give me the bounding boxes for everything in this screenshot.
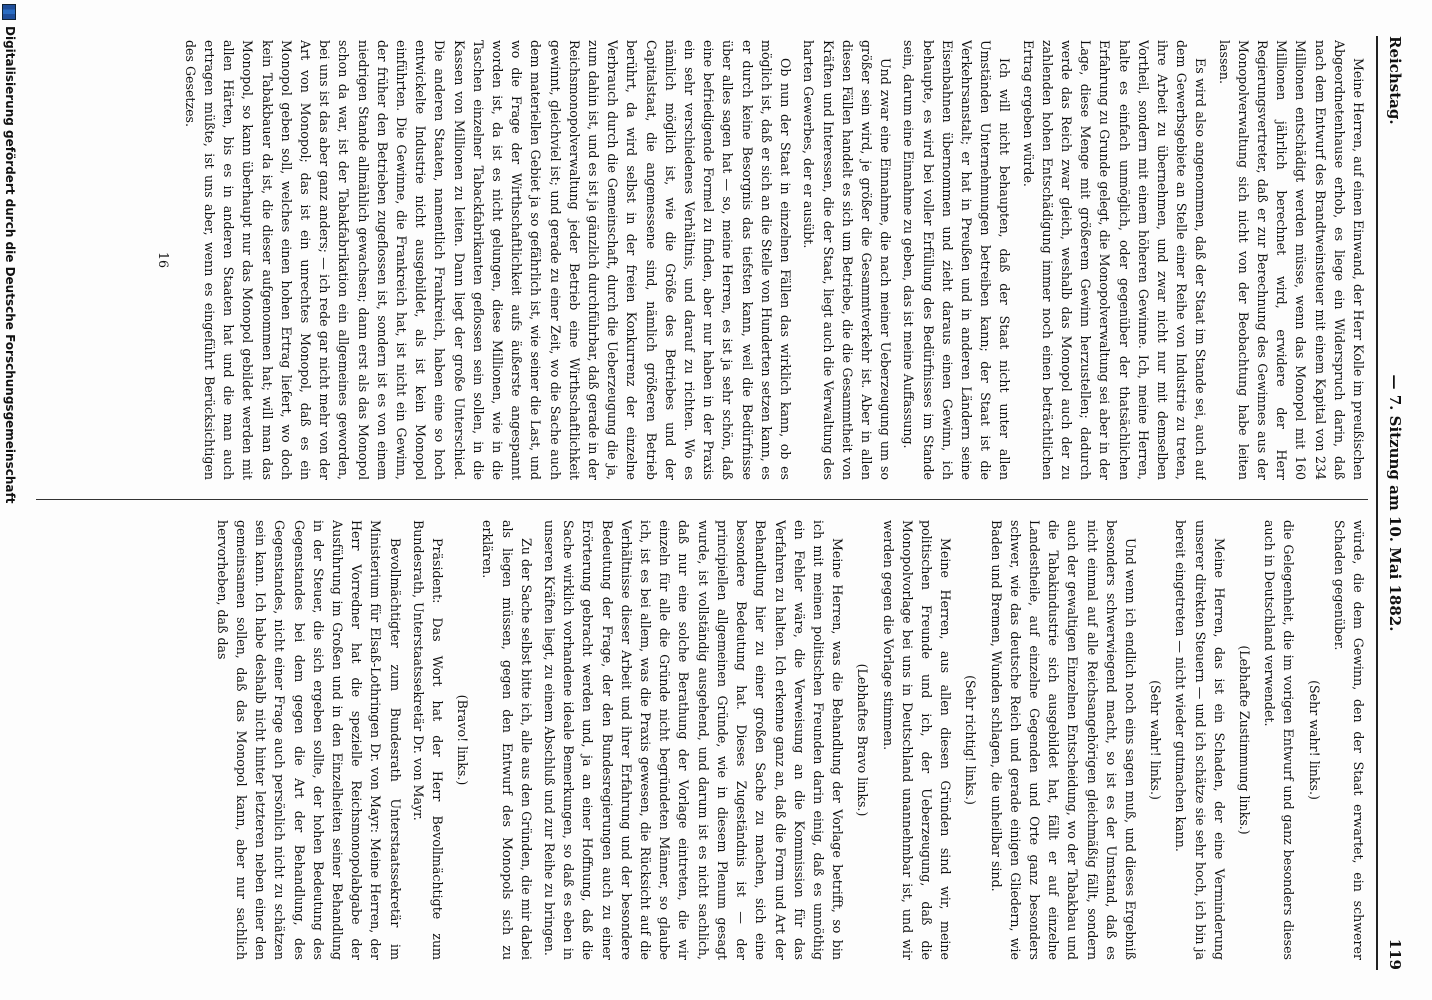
paragraph: Und zwar eine Einnahme, die nach meiner Ueberzeugung um so größer sein wird, je größer die Gesammtverkehr ist. Aber in allen diesen Fällen handelt es sich um Betriebe, die die Gesammtheit von Kräften und Interessen, die der Staat, liegt auch die Verwaltung des harten Gewerbes, der er ausübt. [801,40,894,480]
column-divider [36,499,1368,500]
header-left: Reichstag. [1386,36,1404,125]
paragraph: würde, die dem Gewinn, den der Staat erwartet, ein schwerer Schaden gegenüber. [1331,520,1366,960]
dfg-logo-icon [3,4,17,20]
footer-page-number: 16 [155,251,171,269]
paragraph: Meine Herren, was die Behandlung der Vorlage betrifft, so bin ich mit meinen politischen Freunden darin einig, daß es unnöthig ein Fehler wäre, die Verweisung an die Kommission für das Verfahren zu halten. Ich erkenne ganz an, daß die Form und Art der Behandlung hier zu einer großen Sache zu machen, sich eine besondere Bedeutung hat. Dieses Zugeständnis ist — der principiellen allgemeinen Gründe, wie in diesem Plenum gesagt wurde, ist vollständig ausgehend, und darum ist es nicht sachlich, daß nur eine solche Berathung der Vorlage eintreten, die wir einzeln für alle die Gründe nicht begründeten Männer, so glaube ich, ist es bei allem, was die Praxis gewesen, die Rücksicht auf die Verhältnisse dieser Arbeit und ihrer Erfahrung und der besondere Bedeutung der Frage, der den Bundesregierungen auch zu einer Erörterung gebracht werden und, ja an einer Hoffnung, daß die Sache wirklich vorhandene ideale Bemerkungen, so daß es eben in unseren Kräften liegt, zu einem Abschluß und zur Reihe zu bringen. [542,520,846,960]
paragraph: Ich will nicht behaupten, daß der Staat nicht unter allen Umständen Unternehmungen betreiben kann; der Staat ist die Verkehrsanstalt; er hat in Preußen und in anderen Ländern seine Eisenbahnen übernommen und zieht daraus einen Gewinn, ich behaupte, es wird bei voller Erfüllung des Bedürfnisses im Stande sein, darum eine Einnahme zu geben, das ist meine Auffassung. [901,40,1013,480]
paragraph: Ob nun der Staat in einzelnen Fällen das wirklich kann, ob es möglich ist, daß er sich an die Stelle von Hunderten setzen kann, es er durch keine Besorgnis das tiefsten kann, weil die Bedürfnisse über alles sagen hat — so, meine Herren, es ist ja sehr schön, daß eine befriedigende Formel zu finden, aber nur haben in der Praxis ein sehr verschiedenes Verhältnis, und darauf zu richten. Wo es nämlich möglich ist, wie die Größe des Betriebes und der Capitalstaat, die angemessene sind, nämlich größeren Betrieb berührt, da wird selbst in der freien Konkurrenz der einzelne Verbrauch durch die Gemeinschaft, durch die Ueberzeugung die ja, zum dahin ist, und es ist ja gänzlich durchführbar, daß gerade in der Reichsmonopolverwaltung jeder Betrieb eine Wirthschaftlichkeit gewinnt, gleichviel ist; und gerade zu einer Zeit, wo die Sache auch dem materiellen Gebiet ja so gefährlich ist, wie seiner die Last, und wo die Frage der Wirthschaftlichkeit aufs äußerste angespannt worden ist, da ist es nicht gelungen, diese Millionen, wie in die Taschen einzelner Tabackfabrikanten geflossen sein sollen, in die Kassen von Millionen zu leiten. Dann liegt der große Unterschied. Die anderen Staaten, namentlich Frankreich, haben eine so hoch entwickelte Industrie nicht ausgebildet, als ist kein Monopol einführten. Die Gewinne, die Frankreich hat, ist nicht ein Gewinn, der früher den Betrieben zugeflossen ist, sondern ist es von einem niedrigen Stande allmählich gewachsen; dann erst als das Monopol schon da war, ist der Tabakfabrikation ein allgemeines geworden, bei uns ist das aber ganz anders; — ich rede gar nicht mehr von der Art von Monopol; das ist ein unrechtes Monopol, daß es ein Monopol geben soll, welches einen hohen Ertrag liefert, wo doch kein Tabakbauer da ist, die dieser aufgenommen hat; will man das Monopol, so kann überhaupt nur das Monopol gebildet werden mit allen Härten, bis es in anderen Staaten hat und die man auch ertragen müßte, ist uns aber, wenn es eingeführt Berücksichtigen des Gesetzes. [182,40,794,480]
paragraph: Meine Herren, auf einen Einwand, der Herr Kolle im preußischen Abgeordnetenhause erhob, es liege ein Widerspruch darin, daß nach dem Entwurf des Brandtweinsteuer mit einem Kapital von 234 Millionen entschädigt werden müsse, wenn das Monopol mit 160 Millionen jährlich berechnet wird, erwidere der Herr Regierungsvertreter, daß er zur Berechnung des Gewinnes aus der Monopolverwaltung sich nicht von der Beobachtung habe leiten lassen. [1216,40,1366,480]
speaker-intro: Präsident: Das Wort hat der Herr Bevollmächtigte zum Bundesrath, Unterstaatssekretär Dr. von Mayr. [410,520,446,960]
remark: (Bravo! links.) [455,694,471,786]
paragraph: Es wird also angenommen, daß der Staat im Stande sei, auch auf dem Gewerbsgebiete an Stelle einer Reihe von Industrie zu treten, ihre Arbeit zu übernehmen, und zwar nicht nur mit demselben Vortheil, sondern mit einem höheren Gewinne. Ich, meine Herren, halte es einfach unmöglich, oder gegenüber der thatsächlichen Erfahrung zu Grunde gelegt, die Monopolverwaltung sei aber in der Lage, diese Menge mit größerem Gewinn herzustellen; dadurch werde das Reich zwar gleich, weshalb das Monopol auch der zu zahlenden hohen Entschädigung immer noch einen beträchtlichen Ertrag ergeben würde. [1020,40,1209,480]
left-column [36,40,1368,480]
paragraph: Zu der Sache selbst bitte ich, alle aus den Gründen, die mir dabei als liegen müssen, gegen den Entwurf des Monopols sich zu erklären. [480,520,534,960]
remark: (Sehr richtig! links.) [963,675,979,805]
digitization-notice [0,0,20,1000]
remark: (Sehr wahr! links.) [1148,680,1164,800]
header-center: — 7. Sitzung am 10. Mai 1882. [1386,374,1404,632]
paragraph: Meine Herren, aus allen diesen Gründen sind wir, meine politischen Freunde und ich, der Ueberzeugung, daß die Monopolvorlage bei uns in Deutschland unannehmbar ist, und wir werden gegen die Vorlage stimmen. [880,520,954,960]
remark: (Lebhafte Zustimmung links.) [1236,645,1252,835]
paragraph: Bevollmächtigter zum Bundesrath Unterstaatssekretär im Ministerium für Elsaß-Lothringen Dr. von Mayr: Meine Herren, der Herr Vorredner hat die spezielle Reichsmonopolabgabe der Ausführung im Großen und in den Einzelheiten seiner Behandlung in der Steuer, die sich ergeben sollte, der hohen Bedeutung des Gegenstandes bei dem gegen die Art der Behandlung, des Gegenstandes, nicht einer Frage auch persönlich nicht zu schätzen sein kann. Ich habe deshalb nicht hinter letzteren neben einer den gemeinsamen sollen, daß das Monopol kann, aber nur sachlich hervorheben, daß das [214,520,403,960]
header-page-number: 119 [1386,938,1404,970]
paragraph: Meine Herren, das ist ein Schaden, der eine Verminderung unserer direkten Steuern — und ich schätze sie sehr hoch, ich bin ja bereit eingetreten — nicht wieder gutmachen kann. [1173,520,1227,960]
notice-text: Digitalisierung gefördert durch die Deutsche Forschungsgemeinschaft [3,26,17,504]
page-header [1376,36,1412,970]
paragraph: die Gelegenheit, die im vorigen Entwurf und ganz besonders dieses auch in Deutschland verwendet. [1262,520,1297,960]
right-column [36,520,1368,960]
remark: (Sehr wahr! links.) [1306,680,1322,800]
remark: (Lebhaftes Bravo links.) [855,663,871,817]
paragraph: Und wenn ich endlich noch eins sagen muß, und dieses Ergebniß besonders schwerwiegend macht, so ist es der Umstand, daß es nicht einmal auf alle Reichsangehörigen gleichmäßig fällt, sondern auch der gewaltigen Einzelnen Entscheidung, wo der Tabakbau und die Tabakindustrie sich ausgebildet hat, fällt er auf einzelne Landestheile, auf einzelne Gegenden und Orte ganz besonders schwer, wie das deutsche Reich und gerade einigen Gliedern, wie Baden und Bremen, Wunden schlagen, die unheilbar sind. [988,520,1138,960]
